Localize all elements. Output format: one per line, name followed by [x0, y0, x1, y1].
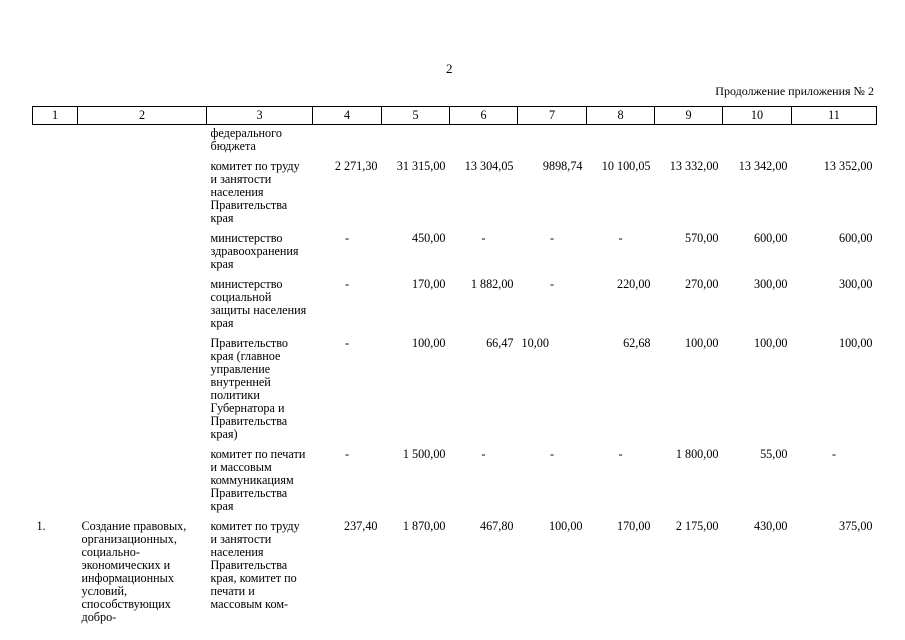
- value-cell: 1 500,00: [402, 447, 446, 461]
- value-cell: -: [344, 277, 350, 291]
- value-cell: [382, 125, 450, 154]
- executor-cell: федерального бюджета: [210, 126, 282, 153]
- column-header: 11: [792, 107, 877, 125]
- value-cell: 467,80: [479, 519, 514, 533]
- column-header: 7: [518, 107, 587, 125]
- value-cell: -: [481, 231, 486, 245]
- value-cell: 9898,74: [542, 159, 583, 173]
- row-number-cell: [33, 330, 78, 441]
- value-cell: 100,00: [753, 336, 788, 350]
- value-cell: 10,00: [521, 336, 549, 350]
- value-cell: 2 175,00: [675, 519, 719, 533]
- column-header: 10: [723, 107, 792, 125]
- measure-cell: [78, 271, 207, 330]
- executor-cell: комитет по труду и занятости населения Правительства края: [210, 159, 300, 225]
- value-cell: -: [481, 447, 486, 461]
- value-cell: 600,00: [838, 231, 873, 245]
- column-header: 8: [587, 107, 655, 125]
- executor-cell: Правительство края (главное управление внутренней политики Губернатора и Правительства края): [210, 336, 288, 441]
- value-cell: 100,00: [838, 336, 873, 350]
- value-cell: 100,00: [411, 336, 446, 350]
- measure-cell: [78, 225, 207, 271]
- value-cell: 2 271,30: [334, 159, 378, 173]
- row-number-cell: [33, 125, 78, 154]
- value-cell: 270,00: [684, 277, 719, 291]
- row-number-cell: [33, 441, 78, 513]
- table-row: [33, 125, 877, 154]
- value-cell: -: [549, 277, 555, 291]
- value-cell: 170,00: [411, 277, 446, 291]
- measure-cell: Создание правовых, организационных, социально-экономических и информационных условий, способствующих добро-: [81, 519, 187, 624]
- executor-cell: комитет по печати и массовым коммуникациям Правительства края: [210, 447, 306, 513]
- value-cell: 31 315,00: [396, 159, 446, 173]
- value-cell: 237,40: [343, 519, 378, 533]
- value-cell: 13 342,00: [738, 159, 788, 173]
- value-cell: 1 882,00: [470, 277, 514, 291]
- table-row: [33, 441, 877, 513]
- page-number: 2: [446, 61, 453, 76]
- value-cell: 375,00: [838, 519, 873, 533]
- table-row: [33, 153, 877, 225]
- executor-cell: комитет по труду и занятости населения Правительства края, комитет по печати и массовым ком-: [210, 519, 300, 611]
- column-number-header-row: [33, 107, 877, 125]
- value-cell: 55,00: [760, 447, 788, 461]
- column-header: 4: [313, 107, 382, 125]
- value-cell: -: [549, 231, 555, 245]
- column-header: 3: [207, 107, 313, 125]
- value-cell: 13 332,00: [669, 159, 719, 173]
- value-cell: 450,00: [411, 231, 446, 245]
- row-number-cell: [33, 153, 78, 225]
- value-cell: -: [344, 447, 350, 461]
- executor-cell: министерство здравоохранения края: [210, 231, 299, 271]
- value-cell: [450, 125, 518, 154]
- value-cell: 100,00: [684, 336, 719, 350]
- value-cell: -: [618, 447, 623, 461]
- value-cell: 300,00: [753, 277, 788, 291]
- table-row: [33, 271, 877, 330]
- value-cell: [518, 125, 587, 154]
- value-cell: -: [549, 447, 555, 461]
- value-cell: 430,00: [753, 519, 788, 533]
- value-cell: [587, 125, 655, 154]
- value-cell: [723, 125, 792, 154]
- value-cell: 62,68: [623, 336, 651, 350]
- appendix-table: [32, 106, 877, 624]
- value-cell: 300,00: [838, 277, 873, 291]
- value-cell: -: [344, 231, 350, 245]
- row-number-cell: 1.: [36, 519, 46, 533]
- table-row: [33, 330, 877, 441]
- table-row: [33, 225, 877, 271]
- value-cell: 13 352,00: [823, 159, 873, 173]
- row-number-cell: [33, 225, 78, 271]
- row-number-cell: [33, 271, 78, 330]
- value-cell: 66,47: [486, 336, 514, 350]
- value-cell: 220,00: [616, 277, 651, 291]
- column-header: 5: [382, 107, 450, 125]
- value-cell: -: [831, 447, 837, 461]
- value-cell: [655, 125, 723, 154]
- value-cell: 1 800,00: [675, 447, 719, 461]
- measure-cell: [78, 125, 207, 154]
- value-cell: 10 100,05: [601, 159, 651, 173]
- column-header: 6: [450, 107, 518, 125]
- value-cell: -: [344, 336, 350, 350]
- column-header: 1: [33, 107, 78, 125]
- value-cell: [313, 125, 382, 154]
- value-cell: 1 870,00: [402, 519, 446, 533]
- executor-cell: министерство социальной защиты населения края: [210, 277, 307, 330]
- table-row: [33, 513, 877, 624]
- measure-cell: [78, 441, 207, 513]
- value-cell: 600,00: [753, 231, 788, 245]
- value-cell: [792, 125, 877, 154]
- value-cell: 170,00: [616, 519, 651, 533]
- value-cell: 13 304,05: [464, 159, 514, 173]
- value-cell: 100,00: [548, 519, 583, 533]
- value-cell: 570,00: [684, 231, 719, 245]
- appendix-continuation-label: Продолжение приложения № 2: [715, 84, 874, 98]
- measure-cell: [78, 330, 207, 441]
- column-header: 2: [78, 107, 207, 125]
- value-cell: -: [618, 231, 623, 245]
- measure-cell: [78, 153, 207, 225]
- column-header: 9: [655, 107, 723, 125]
